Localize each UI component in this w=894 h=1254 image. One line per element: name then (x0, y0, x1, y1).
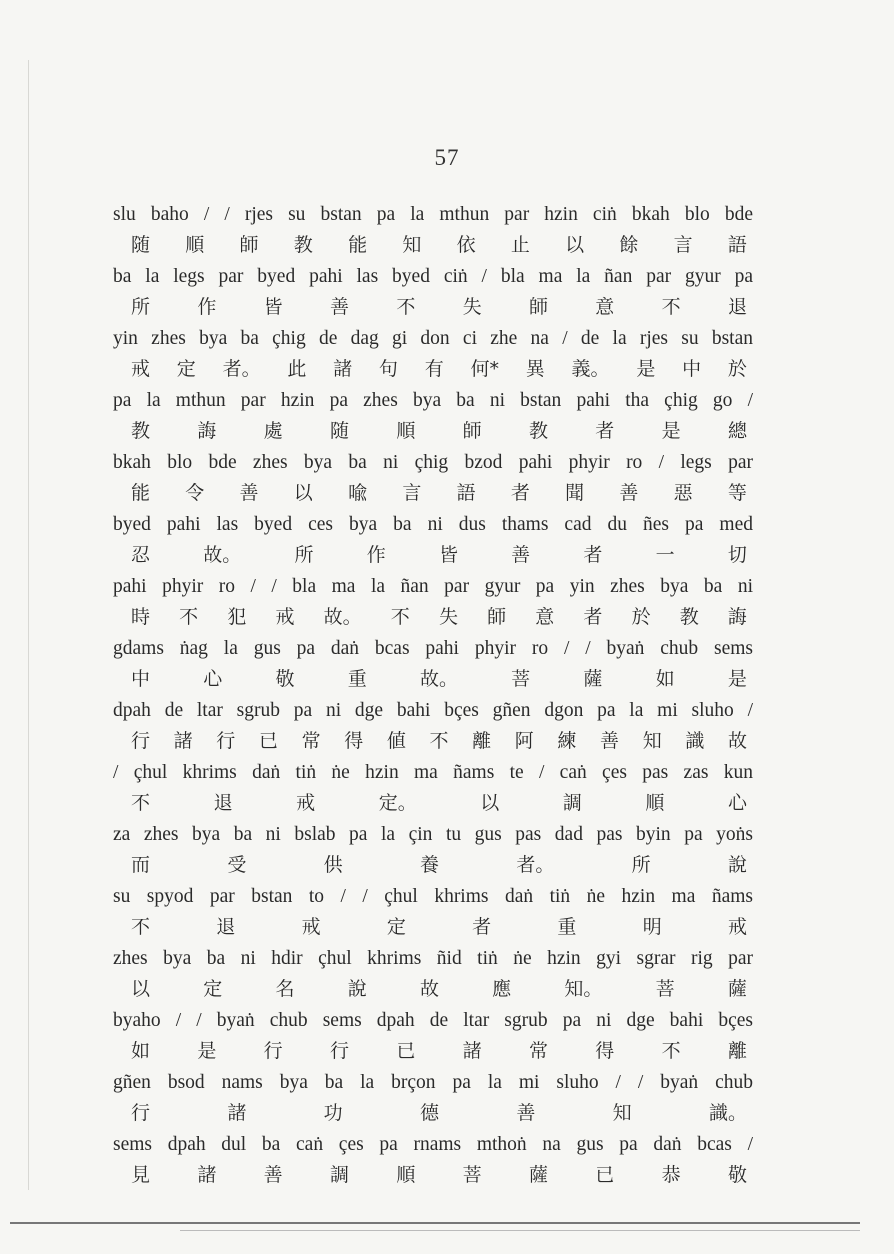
chinese-char: 應 (492, 978, 512, 1000)
chinese-line (113, 664, 753, 694)
tibetan-line: byaho / / byaṅ chub sems dpah de ltar sgrub pa ni dge bahi bçes (113, 1010, 753, 1031)
chinese-char: 得 (344, 730, 364, 752)
line-pair (113, 510, 753, 572)
chinese-char: 教 (528, 420, 548, 442)
chinese-char: 阿 (514, 730, 534, 752)
chinese-char: 離 (472, 730, 492, 752)
chinese-char: 調 (562, 792, 582, 814)
chinese-line (113, 540, 753, 570)
chinese-char: 諸 (227, 1102, 247, 1124)
chinese-char: 諸 (462, 1040, 482, 1062)
chinese-char: 故。 (203, 544, 242, 566)
chinese-char: 教 (679, 606, 699, 628)
chinese-char: 能 (348, 234, 368, 256)
chinese-char: 値 (386, 730, 406, 752)
chinese-char: 所 (131, 296, 151, 318)
chinese-char: 功 (323, 1102, 343, 1124)
chinese-char: 止 (510, 234, 530, 256)
chinese-char: 者 (583, 606, 603, 628)
tibetan-line: zhes bya ba ni hdir çhul khrims ñid tiṅ ṅe hzin gyi sgrar rig par (113, 948, 753, 969)
chinese-char: 善 (619, 482, 639, 504)
tibetan-line: byed pahi las byed ces bya ba ni dus thams cad du ñes pa med (113, 514, 753, 535)
chinese-char: 薩 (583, 668, 603, 690)
chinese-line (113, 292, 753, 322)
chinese-char: 離 (727, 1040, 747, 1062)
line-pair (113, 696, 753, 758)
chinese-char: 敬 (275, 668, 295, 690)
chinese-char: 戒 (727, 916, 747, 938)
chinese-char: 行 (329, 1040, 349, 1062)
chinese-char: 如 (655, 668, 675, 690)
chinese-char: 退 (727, 296, 747, 318)
chinese-char: 不 (131, 916, 151, 938)
chinese-char: 故。 (323, 606, 362, 628)
chinese-char: 知。 (564, 978, 603, 1000)
bottom-rule (10, 1222, 860, 1224)
chinese-char: 皆 (438, 544, 458, 566)
line-pair (113, 634, 753, 696)
chinese-char: 善 (263, 1164, 283, 1186)
chinese-char: 知 (612, 1102, 632, 1124)
chinese-char: 調 (329, 1164, 349, 1186)
chinese-char: 所 (294, 544, 314, 566)
chinese-line (113, 850, 753, 880)
chinese-char: 於 (727, 358, 747, 380)
chinese-char: 是 (727, 668, 747, 690)
chinese-char: 總 (727, 420, 747, 442)
chinese-char: 能 (131, 482, 151, 504)
tibetan-line: sems dpah dul ba caṅ çes pa rnams mthoṅ na gus pa daṅ bcas / (113, 1134, 753, 1155)
tibetan-line: / çhul khrims daṅ tiṅ ṅe hzin ma ñams te / caṅ çes pas zas kun (113, 762, 753, 783)
chinese-char: 不 (131, 792, 151, 814)
chinese-char: 令 (185, 482, 205, 504)
chinese-char: 供 (323, 854, 343, 876)
tibetan-line: za zhes bya ba ni bslab pa la çin tu gus pas dad pas byin pa yoṅs (113, 824, 753, 845)
chinese-char: 教 (293, 234, 313, 256)
tibetan-line: bkah blo bde zhes bya ba ni çhig bzod pahi phyir ro / legs par (113, 452, 753, 473)
chinese-char: 已 (396, 1040, 416, 1062)
chinese-char: 師 (462, 420, 482, 442)
chinese-char: 者 (472, 916, 492, 938)
chinese-line (113, 478, 753, 508)
chinese-char: 定 (386, 916, 406, 938)
chinese-char: 不 (661, 296, 681, 318)
chinese-char: 定 (203, 978, 223, 1000)
page-number: 57 (434, 145, 460, 170)
chinese-char: 重 (347, 668, 367, 690)
chinese-char: 何* (470, 358, 499, 380)
tibetan-line: gdams ṅag la gus pa daṅ bcas pahi phyir ro / / byaṅ chub sems (113, 638, 753, 659)
chinese-char: 誨 (197, 420, 217, 442)
chinese-char: 是 (197, 1040, 217, 1062)
chinese-char: 已 (595, 1164, 615, 1186)
chinese-char: 時 (131, 606, 151, 628)
chinese-char: 失 (462, 296, 482, 318)
chinese-char: 善 (329, 296, 349, 318)
chinese-line (113, 974, 753, 1004)
chinese-char: 善 (516, 1102, 536, 1124)
chinese-char: 受 (227, 854, 247, 876)
chinese-char: 惡 (673, 482, 693, 504)
chinese-char: 退 (213, 792, 233, 814)
chinese-char: 菩 (462, 1164, 482, 1186)
chinese-char: 常 (528, 1040, 548, 1062)
line-pair (113, 1006, 753, 1068)
chinese-char: 說 (727, 854, 747, 876)
chinese-char: 随 (131, 234, 151, 256)
text-block (113, 200, 753, 1192)
chinese-char: 中 (682, 358, 702, 380)
chinese-char: 師 (487, 606, 507, 628)
chinese-char: 恭 (661, 1164, 681, 1186)
chinese-char: 等 (727, 482, 747, 504)
line-pair (113, 262, 753, 324)
chinese-char: 所 (631, 854, 651, 876)
chinese-char: 者 (595, 420, 615, 442)
chinese-char: 言 (402, 482, 422, 504)
chinese-char: 故。 (419, 668, 458, 690)
chinese-char: 得 (595, 1040, 615, 1062)
chinese-line (113, 354, 753, 384)
chinese-char: 句 (378, 358, 398, 380)
chinese-char: 重 (557, 916, 577, 938)
chinese-char: 諸 (173, 730, 193, 752)
chinese-char: 皆 (263, 296, 283, 318)
line-pair (113, 448, 753, 510)
chinese-char: 知 (402, 234, 422, 256)
tibetan-line: gñen bsod nams bya ba la brçon pa la mi sluho / / byaṅ chub (113, 1072, 753, 1093)
chinese-char: 故 (419, 978, 439, 1000)
chinese-char: 失 (438, 606, 458, 628)
chinese-char: 菩 (511, 668, 531, 690)
line-pair (113, 1068, 753, 1130)
chinese-char: 者。 (222, 358, 261, 380)
chinese-char: 有 (424, 358, 444, 380)
chinese-char: 異 (525, 358, 545, 380)
chinese-char: 順 (645, 792, 665, 814)
chinese-char: 順 (396, 420, 416, 442)
chinese-char: 意 (595, 296, 615, 318)
chinese-line (113, 1160, 753, 1190)
line-pair (113, 882, 753, 944)
chinese-char: 定。 (378, 792, 417, 814)
chinese-char: 作 (366, 544, 386, 566)
chinese-char: 名 (275, 978, 295, 1000)
chinese-char: 是 (636, 358, 656, 380)
tibetan-line: yin zhes bya ba çhig de dag gi don ci zhe na / de la rjes su bstan (113, 328, 753, 349)
chinese-char: 明 (642, 916, 662, 938)
chinese-char: 戒 (296, 792, 316, 814)
chinese-char: 順 (185, 234, 205, 256)
chinese-line (113, 912, 753, 942)
line-pair (113, 758, 753, 820)
chinese-char: 不 (390, 606, 410, 628)
chinese-char: 者 (510, 482, 530, 504)
chinese-char: 教 (131, 420, 151, 442)
chinese-char: 養 (419, 854, 439, 876)
chinese-char: 處 (263, 420, 283, 442)
chinese-char: 諸 (333, 358, 353, 380)
chinese-char: 以 (480, 792, 500, 814)
chinese-char: 行 (131, 730, 151, 752)
line-pair (113, 200, 753, 262)
chinese-char: 心 (727, 792, 747, 814)
line-pair (113, 820, 753, 882)
chinese-char: 知 (642, 730, 662, 752)
tibetan-line: slu baho / / rjes su bstan pa la mthun par hzin ciṅ bkah blo bde (113, 204, 753, 225)
chinese-char: 而 (131, 854, 151, 876)
chinese-char: 戒 (131, 358, 151, 380)
chinese-line (113, 1036, 753, 1066)
chinese-char: 心 (203, 668, 223, 690)
chinese-char: 行 (131, 1102, 151, 1124)
chinese-char: 以 (293, 482, 313, 504)
chinese-char: 師 (528, 296, 548, 318)
chinese-char: 行 (216, 730, 236, 752)
chinese-line (113, 416, 753, 446)
chinese-char: 不 (429, 730, 449, 752)
chinese-char: 意 (535, 606, 555, 628)
chinese-char: 以 (565, 234, 585, 256)
line-pair (113, 944, 753, 1006)
chinese-char: 作 (197, 296, 217, 318)
chinese-char: 者 (583, 544, 603, 566)
chinese-char: 依 (456, 234, 476, 256)
chinese-char: 見 (131, 1164, 151, 1186)
chinese-char: 說 (347, 978, 367, 1000)
chinese-line (113, 788, 753, 818)
tibetan-line: dpah de ltar sgrub pa ni dge bahi bçes gñen dgon pa la mi sluho / (113, 700, 753, 721)
chinese-char: 德 (419, 1102, 439, 1124)
chinese-char: 聞 (565, 482, 585, 504)
chinese-char: 薩 (727, 978, 747, 1000)
chinese-char: 練 (557, 730, 577, 752)
chinese-char: 誨 (727, 606, 747, 628)
tibetan-line: su spyod par bstan to / / çhul khrims daṅ tiṅ ṅe hzin ma ñams (113, 886, 753, 907)
chinese-line (113, 602, 753, 632)
chinese-char: 識。 (708, 1102, 747, 1124)
chinese-char: 敬 (727, 1164, 747, 1186)
chinese-char: 如 (131, 1040, 151, 1062)
chinese-char: 随 (329, 420, 349, 442)
chinese-char: 退 (216, 916, 236, 938)
line-pair (113, 572, 753, 634)
chinese-char: 語 (727, 234, 747, 256)
chinese-char: 不 (179, 606, 199, 628)
chinese-char: 喩 (348, 482, 368, 504)
chinese-char: 以 (131, 978, 151, 1000)
chinese-char: 中 (131, 668, 151, 690)
chinese-char: 者。 (516, 854, 555, 876)
chinese-char: 戒 (275, 606, 295, 628)
chinese-char: 義。 (571, 358, 610, 380)
chinese-line (113, 1098, 753, 1128)
chinese-char: 順 (396, 1164, 416, 1186)
chinese-line (113, 726, 753, 756)
chinese-char: 常 (301, 730, 321, 752)
tibetan-line: pahi phyir ro / / bla ma la ñan par gyur pa yin zhes bya ba ni (113, 576, 753, 597)
chinese-char: 故 (727, 730, 747, 752)
chinese-char: 戒 (301, 916, 321, 938)
chinese-char: 師 (239, 234, 259, 256)
tibetan-line: pa la mthun par hzin pa zhes bya ba ni bstan pahi tha çhig go / (113, 390, 753, 411)
chinese-char: 切 (727, 544, 747, 566)
chinese-char: 定 (176, 358, 196, 380)
chinese-char: 是 (661, 420, 681, 442)
chinese-char: 不 (661, 1040, 681, 1062)
chinese-char: 識 (685, 730, 705, 752)
chinese-char: 言 (673, 234, 693, 256)
chinese-char: 菩 (655, 978, 675, 1000)
page-edge (28, 60, 29, 1190)
chinese-char: 諸 (197, 1164, 217, 1186)
chinese-char: 善 (511, 544, 531, 566)
chinese-char: 行 (263, 1040, 283, 1062)
chinese-char: 善 (600, 730, 620, 752)
chinese-char: 薩 (528, 1164, 548, 1186)
chinese-line (113, 230, 753, 260)
chinese-char: 一 (655, 544, 675, 566)
chinese-char: 已 (258, 730, 278, 752)
line-pair (113, 386, 753, 448)
chinese-char: 善 (239, 482, 259, 504)
chinese-char: 餘 (619, 234, 639, 256)
line-pair (113, 324, 753, 386)
chinese-char: 於 (631, 606, 651, 628)
tibetan-line: ba la legs par byed pahi las byed ciṅ / bla ma la ñan par gyur pa (113, 266, 753, 287)
bottom-rule-secondary (180, 1230, 860, 1231)
chinese-char: 不 (396, 296, 416, 318)
chinese-char: 此 (287, 358, 307, 380)
line-pair (113, 1130, 753, 1192)
chinese-char: 語 (456, 482, 476, 504)
chinese-char: 忍 (131, 544, 151, 566)
chinese-char: 犯 (227, 606, 247, 628)
